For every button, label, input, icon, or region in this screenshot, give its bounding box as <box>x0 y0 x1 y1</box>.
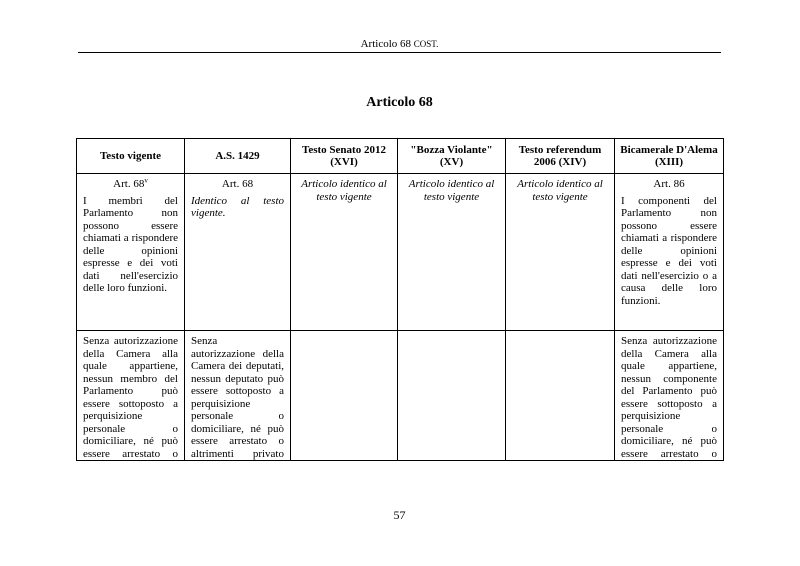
cell-as1429 <box>185 331 291 461</box>
cell-senato-2012 <box>291 331 398 461</box>
cell-bicamerale <box>615 331 724 461</box>
cell-bicamerale <box>615 174 724 331</box>
cell-bozza-violante <box>398 174 506 331</box>
article-number <box>83 178 178 191</box>
table-row <box>77 174 724 331</box>
column-header-bicamerale: Bicamerale D'Alema (XIII) <box>615 139 724 174</box>
article-text: I componenti del Parlamento non possono essere chiamati a rispondere delle opinioni espresse e dei voti dati nell'esercizio o a causa delle loro funzioni. <box>621 194 717 307</box>
article-text: Senza autorizzazione della Camera alla quale appartiene, nessun membro del Parlamento può essere sottoposto a perquisizione personale o domiciliare, né può essere arrestato o <box>83 335 178 460</box>
cell-referendum-2006 <box>506 331 615 461</box>
running-header-title: Articolo 68 <box>360 38 414 50</box>
cell-bozza-violante <box>398 331 506 461</box>
article-number: Art. 68 <box>221 178 254 190</box>
comparison-table <box>76 138 724 461</box>
page-number: 57 <box>393 508 406 522</box>
article-text: Senza autorizzazione della Camera dei deputati, nessun deputato può essere sottoposto a perquisizione personale o domiciliare, né può essere arrestato o altrimenti privato <box>191 335 284 460</box>
cell-as1429 <box>185 174 291 331</box>
article-text: Identico al testo vigente. <box>191 194 284 219</box>
table-row <box>77 331 724 461</box>
article-number: Art. 86 <box>653 178 685 190</box>
cell-senato-2012 <box>291 174 398 331</box>
cell-testo-vigente <box>77 174 185 331</box>
footnote-marker: v <box>144 176 148 185</box>
column-header-referendum-2006: Testo referendum 2006 (XIV) <box>506 139 615 174</box>
table-header-row <box>77 139 724 174</box>
running-header-cost: COST. <box>413 39 439 49</box>
column-header-as1429: A.S. 1429 <box>185 139 291 174</box>
identical-note: Articolo identico al testo vigente <box>408 178 495 203</box>
identical-note: Articolo identico al testo vigente <box>517 178 603 203</box>
running-header <box>78 38 721 50</box>
identical-note: Articolo identico al testo vigente <box>301 178 387 203</box>
article-text: I membri del Parlamento non possono essere chiamati a rispondere delle opinioni espresse e dei voti dati nell'esercizio delle loro funzioni. <box>83 194 178 294</box>
cell-referendum-2006 <box>506 174 615 331</box>
cell-testo-vigente <box>77 331 185 461</box>
column-header-senato-2012: Testo Senato 2012 (XVI) <box>291 139 398 174</box>
article-number-text: Art. 68 <box>113 178 145 190</box>
article-title: Articolo 68 <box>366 95 433 110</box>
column-header-bozza-violante: "Bozza Violante" (XV) <box>398 139 506 174</box>
article-text: Senza autorizzazione della Camera alla quale appartiene, nessun componente del Parlamento può essere sottoposto a perquisizione personale o domiciliare, né può essere arrestato o <box>621 335 717 460</box>
header-rule <box>78 52 721 53</box>
column-header-testo-vigente: Testo vigente <box>77 139 185 174</box>
